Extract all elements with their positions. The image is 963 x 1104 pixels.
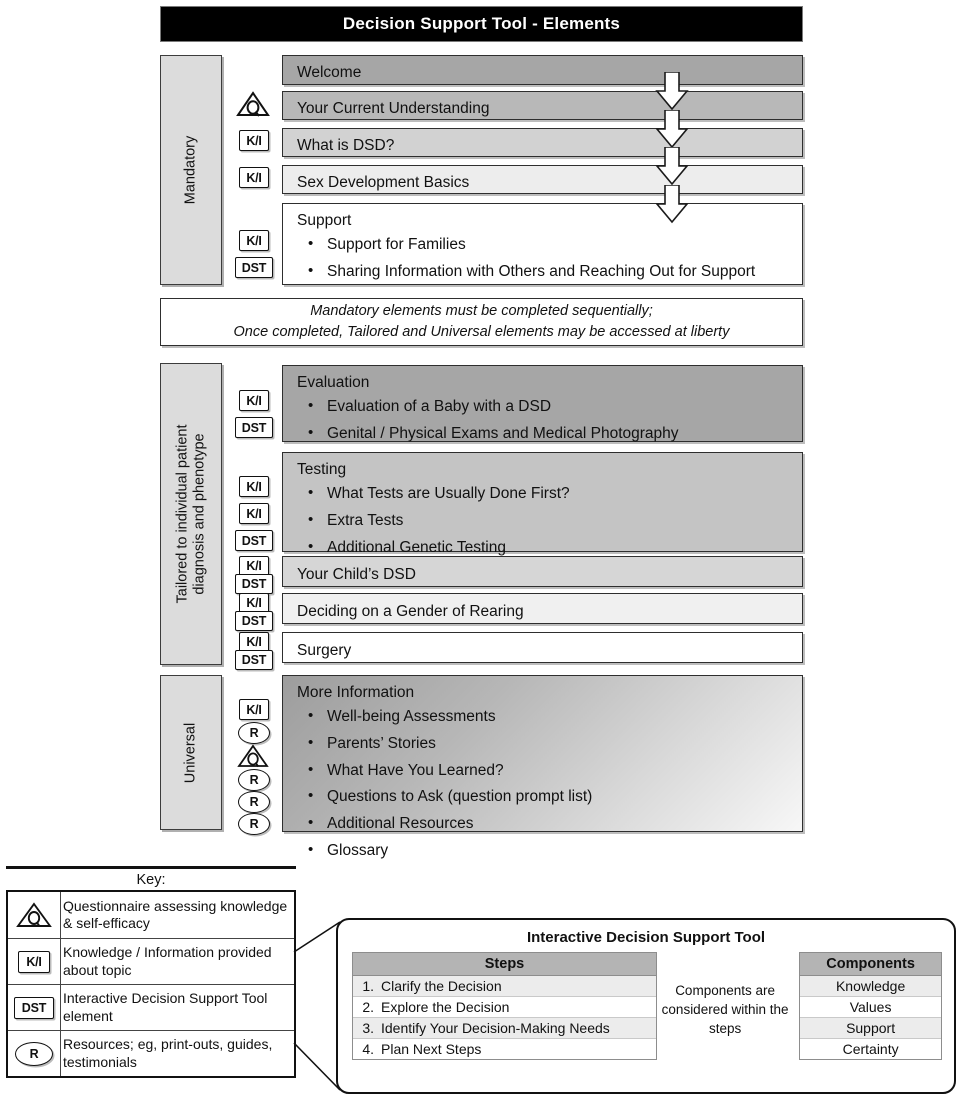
resources-icon: R <box>15 1042 53 1066</box>
flow-arrow-down <box>652 147 692 187</box>
list-item[interactable]: • Support for Families <box>301 232 802 259</box>
components-row[interactable]: Knowledge <box>800 976 941 997</box>
knowledge-information-icon: K/I <box>18 951 50 973</box>
list-item[interactable]: • Sharing Information with Others and Reaching Out for Support <box>301 259 802 286</box>
element-deciding-gender-of-rearing[interactable] <box>282 593 803 624</box>
decision-support-tool-icon: DST <box>235 530 273 551</box>
list-item[interactable]: • Evaluation of a Baby with a DSD <box>301 394 802 421</box>
element-more-information-heading: More Information <box>297 684 415 701</box>
step-label: Explore the Decision <box>381 999 510 1015</box>
key-label: Knowledge / Information provided about topic <box>60 939 294 984</box>
decision-support-tool-icon: DST <box>235 574 273 594</box>
step-number: 3. <box>362 1020 374 1036</box>
decision-support-tool-icon: DST <box>235 650 273 670</box>
list-item[interactable]: • Additional Genetic Testing <box>301 535 802 562</box>
key-label: Questionnaire assessing knowledge & self-efficacy <box>60 892 294 938</box>
section-sidebar-mandatory <box>160 55 222 285</box>
element-sex-development-basics-heading: Sex Development Basics <box>297 174 470 191</box>
step-label: Identify Your Decision-Making Needs <box>381 1020 610 1036</box>
knowledge-information-icon: K/I <box>239 167 269 188</box>
knowledge-information-icon: K/I <box>239 390 269 411</box>
list-item[interactable]: • Extra Tests <box>301 508 802 535</box>
key-row-decision-support-tool <box>8 984 294 1030</box>
element-your-childs-dsd[interactable] <box>282 556 803 587</box>
flow-arrow-down <box>652 110 692 150</box>
knowledge-information-icon: K/I <box>239 593 269 613</box>
steps-row[interactable] <box>353 997 656 1018</box>
resources-icon: R <box>238 791 270 813</box>
sidebar-label-tailored-line2: diagnosis and phenotype <box>191 433 207 595</box>
resources-icon: R <box>238 722 270 744</box>
list-item[interactable]: • Parents’ Stories <box>301 731 802 758</box>
decision-support-tool-icon: DST <box>14 997 54 1019</box>
element-more-information-list <box>297 704 802 864</box>
questionnaire-triangle-icon <box>236 90 270 118</box>
key-row-knowledge-information <box>8 938 294 984</box>
element-welcome-heading: Welcome <box>297 64 362 81</box>
key-title: Key: <box>136 872 166 888</box>
key-legend <box>6 866 296 1078</box>
key-label: Resources; eg, print-outs, guides, testimonials <box>60 1031 294 1076</box>
list-item[interactable]: • Questions to Ask (question prompt list) <box>301 784 802 811</box>
components-header: Components <box>800 953 941 976</box>
idst-title: Interactive Decision Support Tool <box>526 929 766 946</box>
sidebar-label-universal: Universal <box>182 722 199 783</box>
element-evaluation-list <box>297 394 802 447</box>
list-item[interactable]: • What Have You Learned? <box>301 758 802 785</box>
step-label: Clarify the Decision <box>381 978 502 994</box>
key-icon-cell <box>8 951 60 973</box>
steps-header: Steps <box>353 953 656 976</box>
element-evaluation[interactable] <box>282 365 803 442</box>
element-more-information[interactable] <box>282 675 803 859</box>
components-row[interactable]: Certainty <box>842 1041 899 1057</box>
key-label: Interactive Decision Support Tool element <box>60 985 294 1030</box>
list-item[interactable]: • What Tests are Usually Done First? <box>301 481 802 508</box>
list-item[interactable]: • Well-being Assessments <box>301 704 802 731</box>
page-title: Decision Support Tool - Elements <box>342 14 621 33</box>
step-number: 2. <box>362 999 374 1015</box>
element-welcome[interactable] <box>282 55 803 85</box>
element-your-current-understanding[interactable] <box>282 91 803 120</box>
questionnaire-triangle-icon <box>237 744 269 769</box>
step-label: Plan Next Steps <box>381 1041 482 1057</box>
resources-icon: R <box>238 813 270 835</box>
sequencing-note <box>160 298 803 346</box>
decision-support-tool-icon: DST <box>235 257 273 278</box>
knowledge-information-icon: K/I <box>239 130 269 151</box>
steps-row[interactable] <box>353 1039 656 1059</box>
flow-arrow-down <box>652 72 692 112</box>
step-number: 4. <box>362 1041 374 1057</box>
element-what-is-dsd[interactable] <box>282 128 803 157</box>
element-testing-heading: Testing <box>297 461 347 478</box>
components-table <box>799 952 942 1060</box>
element-your-current-understanding-heading: Your Current Understanding <box>297 100 490 117</box>
interactive-decision-support-tool-panel <box>336 918 956 1094</box>
element-testing[interactable] <box>282 452 803 556</box>
list-item[interactable]: • Glossary <box>301 838 802 865</box>
element-surgery-heading: Surgery <box>297 642 352 659</box>
steps-row[interactable] <box>353 976 656 997</box>
key-row-questionnaire <box>8 892 294 938</box>
element-support[interactable] <box>282 203 803 285</box>
sequencing-note-line1: Mandatory elements must be completed sequentially; <box>310 302 653 319</box>
list-item[interactable]: • Additional Resources <box>301 811 802 838</box>
key-icon-cell <box>8 901 60 929</box>
components-note: Components are considered within the steps <box>661 983 789 1036</box>
key-icon-cell <box>8 1042 60 1066</box>
element-surgery[interactable] <box>282 632 803 663</box>
flow-arrow-down <box>652 185 692 225</box>
knowledge-information-icon: K/I <box>239 503 269 524</box>
decision-support-tool-icon: DST <box>235 611 273 631</box>
knowledge-information-icon: K/I <box>239 230 269 251</box>
element-support-list <box>297 232 802 285</box>
sidebar-label-mandatory: Mandatory <box>182 135 199 205</box>
element-testing-list <box>297 481 802 561</box>
element-sex-development-basics[interactable] <box>282 165 803 194</box>
components-row[interactable]: Support <box>800 1018 941 1039</box>
decision-support-tool-icon: DST <box>235 417 273 438</box>
steps-row[interactable] <box>353 1018 656 1039</box>
idst-body <box>338 946 954 1060</box>
sequencing-note-line2: Once completed, Tailored and Universal elements may be accessed at liberty <box>233 324 730 340</box>
key-row-resources <box>8 1030 294 1076</box>
element-deciding-gender-of-rearing-heading: Deciding on a Gender of Rearing <box>297 603 524 620</box>
knowledge-information-icon: K/I <box>239 556 269 576</box>
list-item[interactable]: • Genital / Physical Exams and Medical Photography <box>301 421 802 448</box>
knowledge-information-icon: K/I <box>239 476 269 497</box>
element-support-heading: Support <box>297 212 352 229</box>
section-sidebar-universal <box>160 675 222 830</box>
section-sidebar-tailored <box>160 363 222 665</box>
resources-icon: R <box>238 769 270 791</box>
key-table <box>6 890 296 1078</box>
knowledge-information-icon: K/I <box>239 699 269 720</box>
key-icon-cell <box>8 997 60 1019</box>
element-your-childs-dsd-heading: Your Child’s DSD <box>297 566 416 583</box>
components-row[interactable]: Values <box>800 997 941 1018</box>
step-number: 1. <box>362 978 374 994</box>
page-title-bar <box>160 6 803 42</box>
steps-table <box>352 952 657 1060</box>
element-evaluation-heading: Evaluation <box>297 374 370 391</box>
sidebar-label-tailored-line1: Tailored to individual patient <box>174 424 191 604</box>
knowledge-information-icon: K/I <box>239 632 269 652</box>
sidebar-label-tailored <box>174 425 207 604</box>
questionnaire-triangle-icon <box>15 901 53 929</box>
element-what-is-dsd-heading: What is DSD? <box>297 137 395 154</box>
